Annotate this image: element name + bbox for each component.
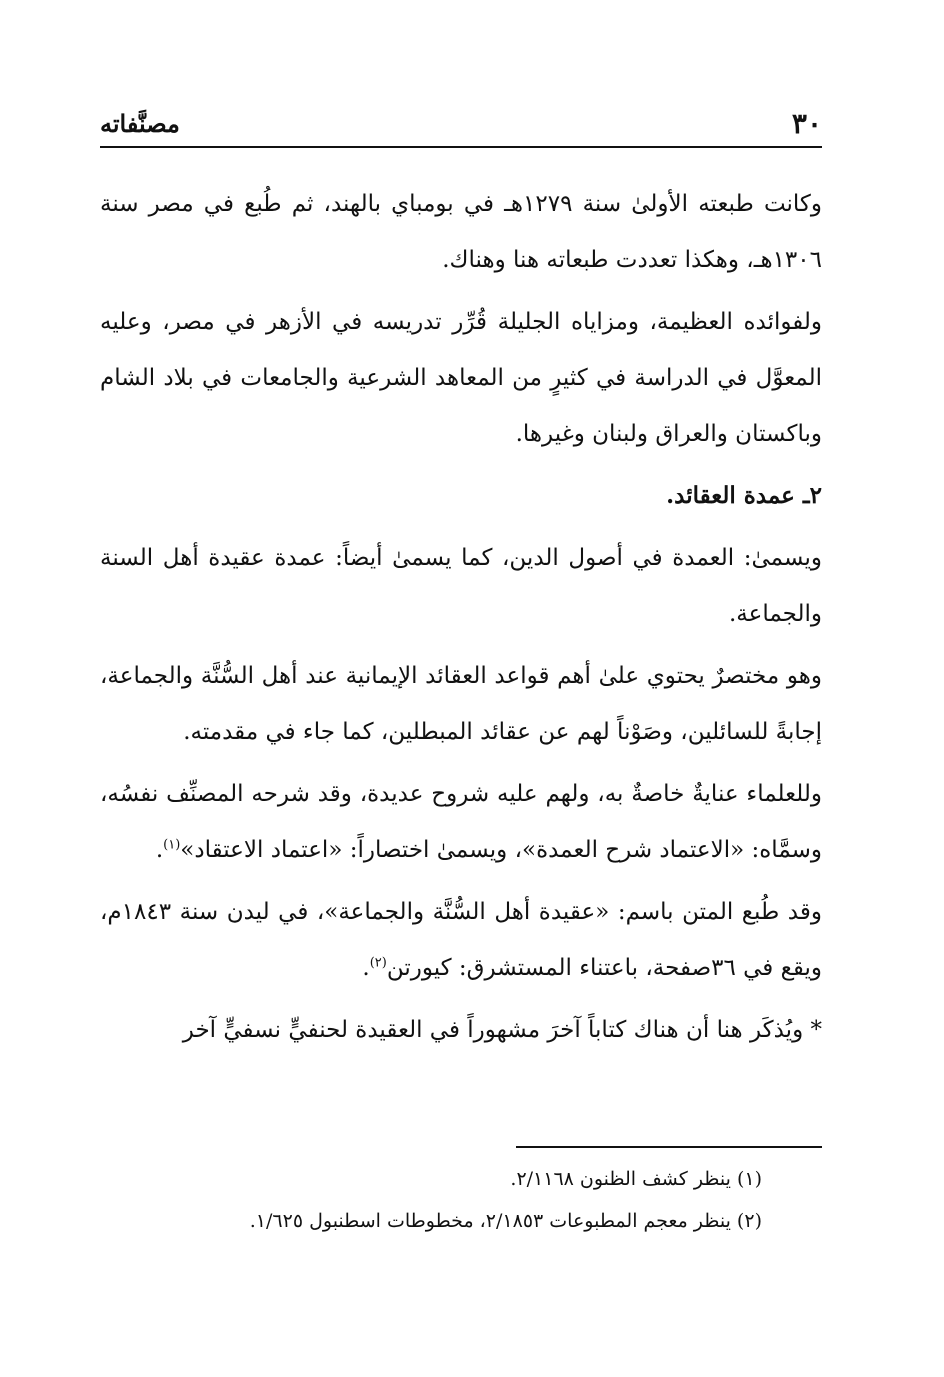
paragraph-note: * ويُذكَر هنا أن هناك كتاباً آخرَ مشهوراً في العقيدة لحنفيٍّ نسفيٍّ آخر [182,1017,822,1043]
running-header [100,100,822,148]
paragraph-benefits: ولفوائده العظيمة، ومزاياه الجليلة قُرِّر تدريسه في الأزهر في مصر، وعليه المعوَّل في الدراسة في كثيرٍ من المعاهد الشرعية والجامعات في بلاد الشام وباكستان والعراق ولبنان وغيرها. [100,309,822,447]
footnote-separator [516,1146,822,1148]
running-header-title: مصنَّفاته [100,108,180,138]
footnote-reference-1[interactable]: (١) [163,837,181,853]
paragraph-summary: وهو مختصرٌ يحتوي علىٰ أهم قواعد العقائد الإيمانية عند أهل السُّنَّة والجماعة، إجابةً للسائلين، وصَوْناً لهم عن عقائد المبطلين، كما جاء في مقدمته. [100,663,822,745]
footnote-2: (٢) ينظر معجم المطبوعات ٢/١٨٥٣، مخطوطات اسطنبول ١/٦٢٥. [249,1210,762,1232]
body-text [100,176,822,1064]
paragraph-printing [100,884,822,996]
footnote-reference-2[interactable]: (٢) [369,955,387,971]
paragraph-commentaries-end: . [155,837,164,863]
paragraph-printing-end: . [362,955,370,981]
footnotes [100,1158,822,1242]
section-heading-umdat-al-aqaid: ٢ـ عمدة العقائد. [666,482,822,509]
book-page [100,0,822,1377]
footnote-1: (١) ينظر كشف الظنون ٢/١١٦٨. [510,1168,762,1190]
paragraph-first-edition: وكانت طبعته الأولىٰ سنة ١٢٧٩هـ في بومباي بالهند، ثم طُبع في مصر سنة ١٣٠٦هـ، وهكذا تعددت طبعاته هنا وهناك. [100,191,822,273]
paragraph-also-called: ويسمىٰ: العمدة في أصول الدين، كما يسمىٰ أيضاً: عمدة عقيدة أهل السنة والجماعة. [100,545,822,627]
paragraph-commentaries-text: وللعلماء عنايةٌ خاصةٌ به، ولهم عليه شروح عديدة، وقد شرحه المصنِّف نفسُه، وسمَّاه: «الاعتماد شرح العمدة»، ويسمىٰ اختصاراً: «اعتماد الاعتقاد» [100,781,822,863]
page-number: ٣٠ [791,106,822,140]
paragraph-printing-text: وقد طُبع المتن باسم: «عقيدة أهل السُّنَّة والجماعة»، في ليدن سنة ١٨٤٣م، ويقع في ٣٦صفحة، باعتناء المستشرق: كيورتن [100,899,822,981]
paragraph-commentaries [100,766,822,878]
